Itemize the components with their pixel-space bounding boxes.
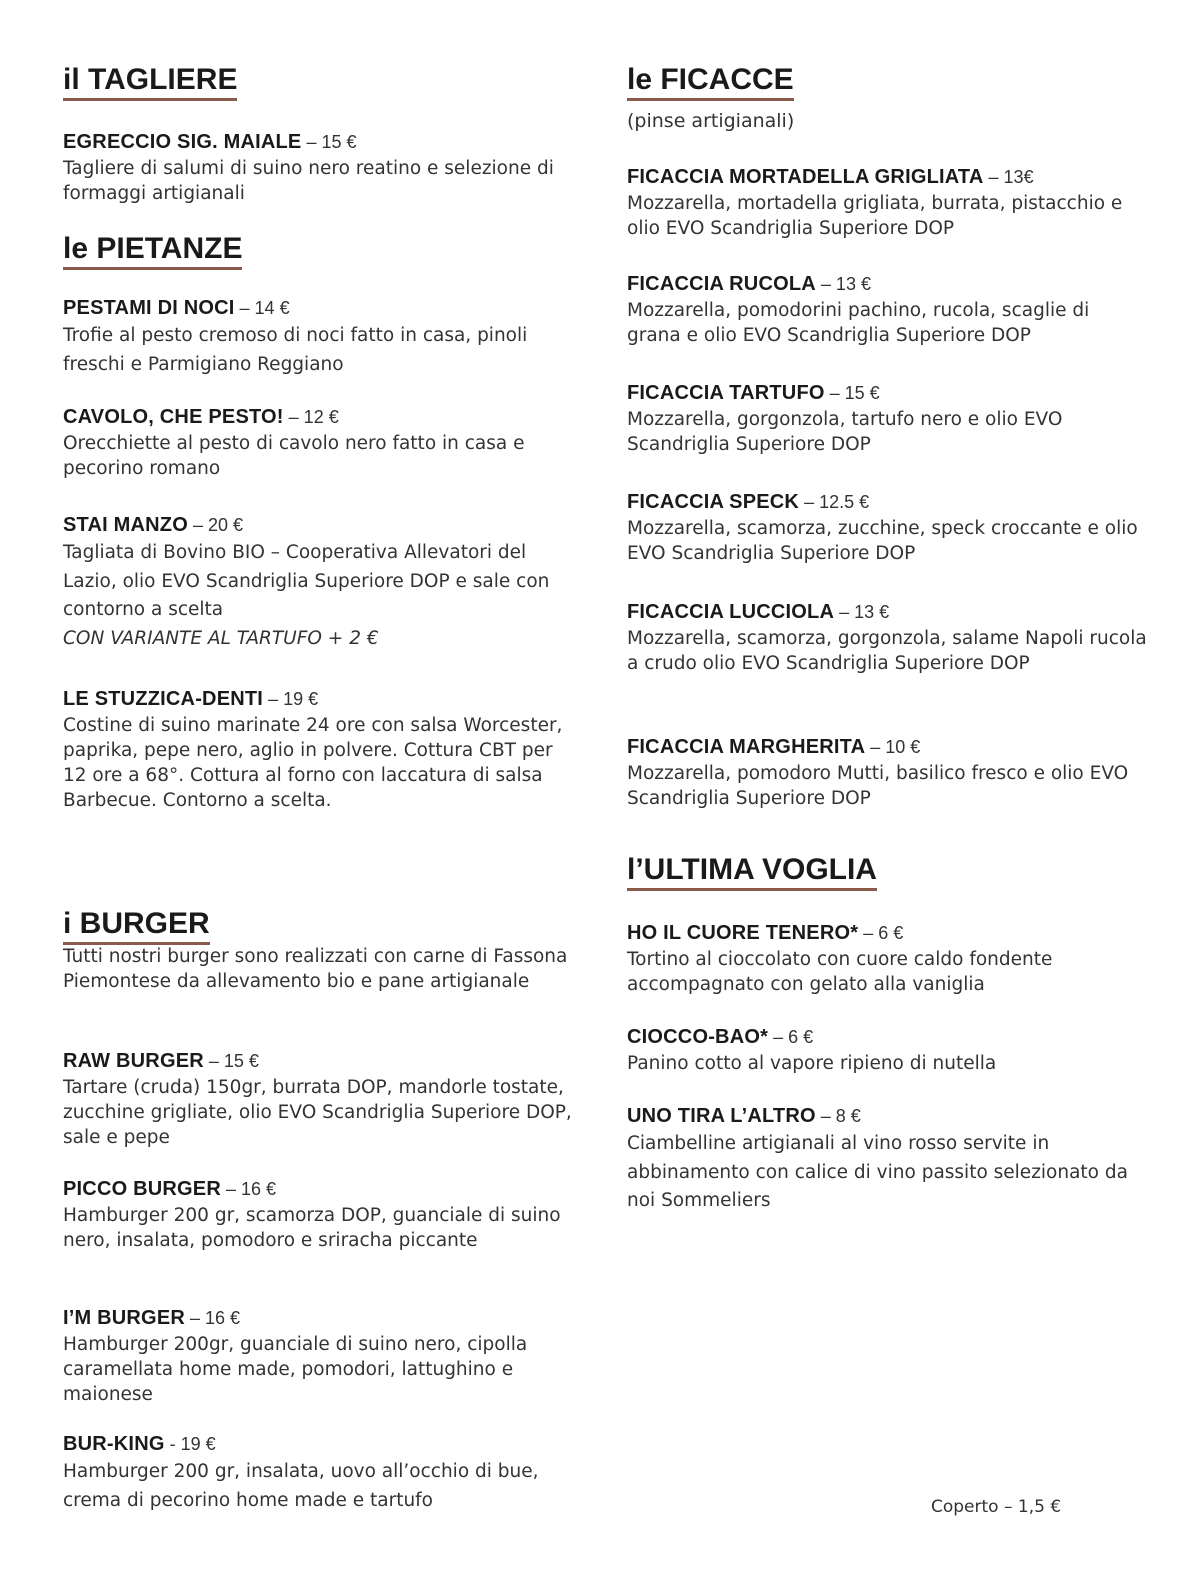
item-description: Hamburger 200 gr, scamorza DOP, guanciale di suino nero, insalata, pomodoro e sriracha piccante <box>63 1205 561 1251</box>
item-description: Tortino al cioccolato con cuore caldo fondente accompagnato con gelato alla vaniglia <box>627 949 1053 995</box>
menu-item <box>63 296 573 379</box>
item-price: – 15 € <box>301 132 357 152</box>
menu-item <box>63 1177 573 1253</box>
item-description: Mozzarella, pomodoro Mutti, basilico fresco e olio EVO Scandriglia Superiore DOP <box>627 763 1129 809</box>
item-variant: CON VARIANTE AL TARTUFO + 2 € <box>63 627 379 649</box>
item-price: - 19 € <box>164 1434 216 1454</box>
item-name: PESTAMI DI NOCI <box>63 297 235 319</box>
item-price: – 19 € <box>263 689 319 709</box>
menu-item <box>63 1432 573 1515</box>
menu-item <box>627 272 1147 348</box>
item-price: – 14 € <box>234 298 290 318</box>
item-description: Mozzarella, mortadella grigliata, burrata, pistacchio e olio EVO Scandriglia Superiore DOP <box>627 193 1123 239</box>
menu-item <box>627 600 1147 676</box>
menu-item <box>63 513 573 653</box>
menu-item <box>627 735 1147 811</box>
item-price: – 6 € <box>858 923 904 943</box>
item-description: Tagliere di salumi di suino nero reatino e selezione di formaggi artigianali <box>63 158 554 204</box>
item-description: Trofie al pesto cremoso di noci fatto in casa, pinoli freschi e Parmigiano Reggiano <box>63 325 528 375</box>
cover-charge: Coperto – 1,5 € <box>931 1497 1062 1517</box>
item-name: FICACCIA SPECK <box>627 491 800 513</box>
menu-item <box>627 1104 1147 1216</box>
item-price: – 13€ <box>983 167 1034 187</box>
menu-item <box>63 130 573 206</box>
item-description: Ciambelline artigianali al vino rosso servite in abbinamento con calice di vino passito selezionato da noi Sommeliers <box>627 1133 1128 1211</box>
item-name: UNO TIRA L’ALTRO <box>627 1105 816 1127</box>
item-price: – 15 € <box>203 1051 259 1071</box>
item-description: Orecchiette al pesto di cavolo nero fatto in casa e pecorino romano <box>63 433 525 479</box>
item-description: Tartare (cruda) 150gr, burrata DOP, mandorle tostate, zucchine grigliate, olio EVO Scandriglia Superiore DOP, sale e pepe <box>63 1077 572 1148</box>
item-name: FICACCIA MORTADELLA GRIGLIATA <box>627 166 984 188</box>
item-name: CAVOLO, CHE PESTO! <box>63 406 284 428</box>
section-title-ficacce: le FICACCE <box>627 63 794 101</box>
item-name: FICACCIA MARGHERITA <box>627 736 866 758</box>
menu-item <box>627 1025 1147 1076</box>
item-price: – 12.5 € <box>799 492 870 512</box>
item-name: I’M BURGER <box>63 1307 185 1329</box>
section-title-tagliere: il TAGLIERE <box>63 63 237 101</box>
item-name: HO IL CUORE TENERO* <box>627 922 859 944</box>
section-subtitle: (pinse artigianali) <box>627 110 795 132</box>
item-price: – 16 € <box>220 1179 277 1199</box>
item-description: Tagliata di Bovino BIO – Cooperativa Allevatori del Lazio, olio EVO Scandriglia Superiore DOP e sale con contorno a scelta <box>63 542 550 620</box>
item-description: Hamburger 200gr, guanciale di suino nero, cipolla caramellata home made, pomodori, lattughino e maionese <box>63 1334 528 1405</box>
item-price: – 20 € <box>187 515 243 535</box>
item-name: FICACCIA RUCOLA <box>627 273 816 295</box>
item-price: – 15 € <box>824 383 880 403</box>
item-description: Mozzarella, scamorza, zucchine, speck croccante e olio EVO Scandriglia Superiore DOP <box>627 518 1138 564</box>
item-name: PICCO BURGER <box>63 1178 221 1200</box>
menu-item <box>63 1049 573 1150</box>
menu-item <box>627 165 1147 241</box>
item-name: FICACCIA TARTUFO <box>627 382 825 404</box>
item-description: Costine di suino marinate 24 ore con salsa Worcester, paprika, pepe nero, aglio in polvere. Cottura CBT per 12 ore a 68°. Cottura al forno con laccatura di salsa Barbecue. Contorno a scelta. <box>63 715 563 811</box>
item-price: – 6 € <box>768 1027 814 1047</box>
section-intro: Tutti nostri burger sono realizzati con carne di Fassona Piemontese da allevamento bio e pane artigianale <box>63 946 568 992</box>
section-title-burger: i BURGER <box>63 907 210 945</box>
item-name: FICACCIA LUCCIOLA <box>627 601 835 623</box>
item-name: CIOCCO-BAO* <box>627 1026 769 1048</box>
item-price: – 8 € <box>815 1106 861 1126</box>
item-description: Hamburger 200 gr, insalata, uovo all’occhio di bue, crema di pecorino home made e tartufo <box>63 1461 539 1511</box>
menu-item <box>63 1306 573 1407</box>
item-name: BUR-KING <box>63 1433 165 1455</box>
item-description: Mozzarella, scamorza, gorgonzola, salame Napoli rucola a crudo olio EVO Scandriglia Superiore DOP <box>627 628 1147 674</box>
item-price: – 13 € <box>815 274 871 294</box>
section-title-pietanze: le PIETANZE <box>63 232 242 270</box>
item-price: – 16 € <box>185 1308 241 1328</box>
section-title-ultima-voglia: l’ULTIMA VOGLIA <box>627 853 877 891</box>
menu-item <box>627 381 1147 457</box>
item-name: RAW BURGER <box>63 1050 204 1072</box>
item-name: LE STUZZICA-DENTI <box>63 688 264 710</box>
item-price: – 12 € <box>283 407 339 427</box>
item-description: Mozzarella, gorgonzola, tartufo nero e olio EVO Scandriglia Superiore DOP <box>627 409 1063 455</box>
item-description: Panino cotto al vapore ripieno di nutella <box>627 1053 997 1074</box>
menu-item <box>63 405 573 481</box>
item-price: – 13 € <box>834 602 890 622</box>
menu-item <box>63 687 573 813</box>
item-name: STAI MANZO <box>63 514 188 536</box>
item-price: – 10 € <box>865 737 921 757</box>
item-description: Mozzarella, pomodorini pachino, rucola, scaglie di grana e olio EVO Scandriglia Superiore DOP <box>627 300 1090 346</box>
menu-item <box>627 490 1147 566</box>
menu-item <box>627 921 1147 997</box>
item-name: EGRECCIO SIG. MAIALE <box>63 131 302 153</box>
